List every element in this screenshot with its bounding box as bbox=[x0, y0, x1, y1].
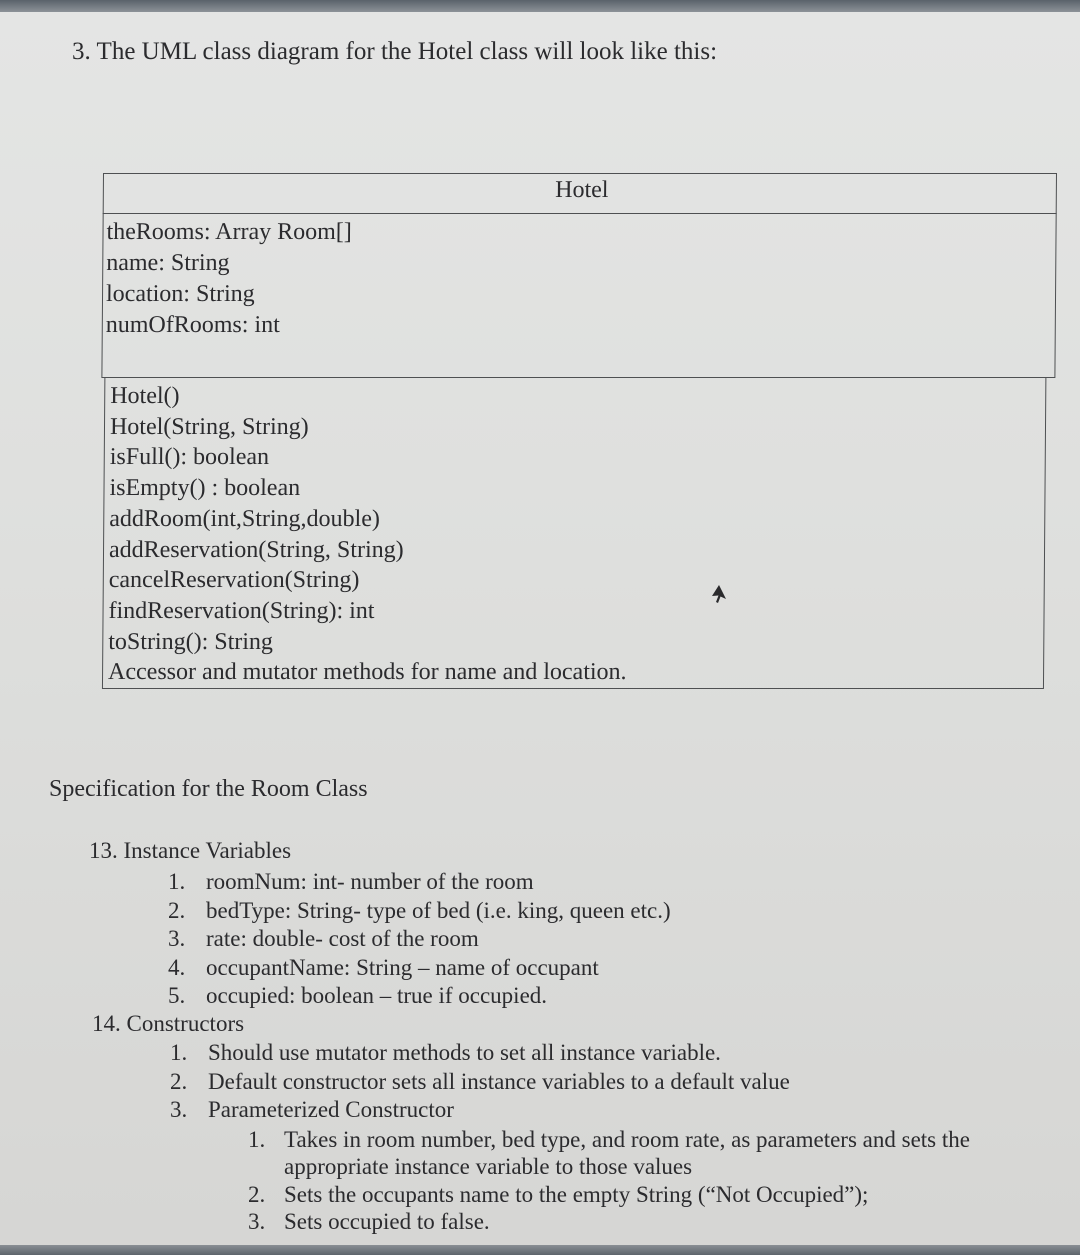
section-13-label: 13. Instance Variables bbox=[89, 838, 292, 863]
uml-method: findReservation(String): int bbox=[108, 597, 375, 624]
item-text: rate: double- cost of the room bbox=[206, 926, 479, 951]
item-text: roomNum: int- number of the room bbox=[206, 869, 534, 894]
item-text: occupantName: String – name of occupant bbox=[206, 955, 599, 980]
uml-method: cancelReservation(String) bbox=[108, 567, 360, 594]
item-text: Should use mutator methods to set all instance variable. bbox=[208, 1040, 721, 1065]
item-text: Default constructor sets all instance variables to a default value bbox=[208, 1069, 790, 1094]
uml-attribute: theRooms: Array Room[] bbox=[106, 219, 352, 245]
item-number: 1. bbox=[170, 1040, 188, 1065]
parameterized-constructor-subitem bbox=[248, 1127, 970, 1153]
instance-variable-item bbox=[168, 926, 479, 952]
item-number: 3. bbox=[168, 926, 186, 951]
item-text: Sets occupied to false. bbox=[284, 1209, 490, 1234]
uml-class-diagram bbox=[99, 173, 1057, 689]
uml-method: addReservation(String, String) bbox=[108, 536, 404, 563]
uml-method: isFull(): boolean bbox=[109, 444, 270, 471]
uml-method-list bbox=[108, 381, 629, 688]
item-text: Sets the occupants name to the empty String (“Not Occupied”); bbox=[284, 1182, 869, 1207]
top-screen-bezel bbox=[0, 0, 1080, 12]
item-number: 1. bbox=[168, 869, 186, 894]
item-text: Parameterized Constructor bbox=[208, 1097, 454, 1122]
uml-method: Hotel() bbox=[110, 383, 180, 409]
constructor-item bbox=[170, 1097, 454, 1123]
item-text: Takes in room number, bed type, and room rate, as parameters and sets the bbox=[284, 1127, 970, 1152]
section-heading: 3. The UML class diagram for the Hotel class will look like this: bbox=[72, 38, 718, 65]
item-text: occupied: boolean – true if occupied. bbox=[206, 983, 548, 1008]
item-number: 3. bbox=[170, 1097, 188, 1122]
instance-variable-item bbox=[168, 983, 547, 1009]
instance-variable-item bbox=[168, 955, 599, 981]
parameterized-constructor-subitem bbox=[248, 1182, 868, 1208]
section-14-label: 14. Constructors bbox=[92, 1011, 245, 1036]
uml-class-name bbox=[103, 177, 1057, 204]
item-number: 3. bbox=[248, 1209, 266, 1234]
item-number: 2. bbox=[248, 1182, 266, 1207]
uml-method: isEmpty() : boolean bbox=[109, 475, 301, 502]
bottom-screen-bezel bbox=[0, 1245, 1080, 1255]
uml-attribute: name: String bbox=[106, 250, 230, 276]
uml-method: Accessor and mutator methods for name and location. bbox=[107, 659, 627, 686]
parameterized-constructor-subitem bbox=[248, 1209, 490, 1235]
uml-method: Hotel(String, String) bbox=[109, 413, 309, 440]
spec-title: Specification for the Room Class bbox=[49, 776, 368, 802]
item-text: bedType: String- type of bed (i.e. king, queen etc.) bbox=[206, 898, 671, 923]
item-number: 2. bbox=[170, 1069, 188, 1094]
constructor-item bbox=[170, 1040, 721, 1066]
uml-class-name-text: Hotel bbox=[555, 177, 609, 203]
item-number: 4. bbox=[168, 955, 186, 980]
uml-method: toString(): String bbox=[108, 628, 274, 655]
constructor-item bbox=[170, 1069, 790, 1095]
instance-variable-item bbox=[168, 898, 671, 924]
uml-method: addRoom(int,String,double) bbox=[109, 505, 381, 532]
item-number: 2. bbox=[168, 898, 186, 923]
instance-variable-item bbox=[168, 869, 534, 895]
uml-attribute: numOfRooms: int bbox=[105, 312, 280, 338]
item-number: 5. bbox=[168, 983, 186, 1008]
mouse-pointer-icon bbox=[711, 584, 727, 604]
uml-attribute-list bbox=[106, 217, 352, 341]
uml-attribute: location: String bbox=[105, 281, 255, 307]
subitem-continuation: appropriate instance variable to those values bbox=[284, 1154, 693, 1179]
item-number: 1. bbox=[248, 1127, 266, 1152]
